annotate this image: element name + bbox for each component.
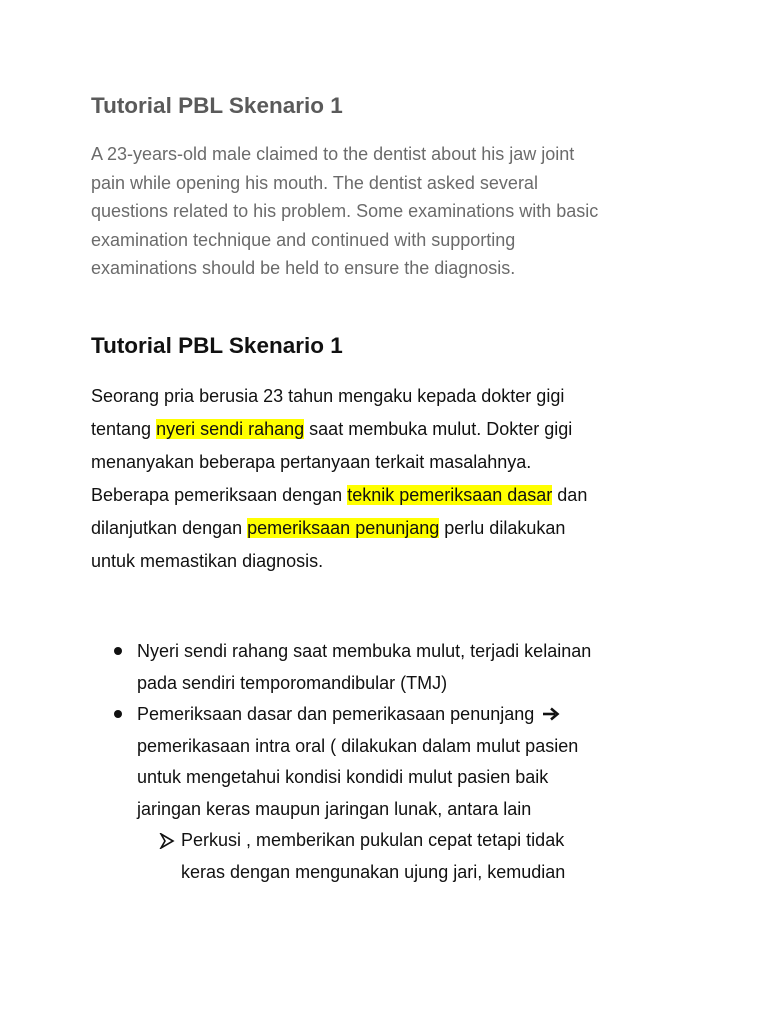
paragraph-line: examinations should be held to ensure the diagnosis. [91,258,516,278]
list-item-line: pada sendiri temporomandibular (TMJ) [137,672,448,693]
paragraph-line: pain while opening his mouth. The dentist asked several [91,172,538,193]
list-item-line: pemerikasaan intra oral ( dilakukan dalam mulut pasien [137,735,579,756]
chevron-arrow-bullet-icon [159,833,175,849]
paragraph-line: examination technique and continued with supporting [91,229,516,250]
indonesian-section-title: Tutorial PBL Skenario 1 [91,333,343,358]
text-run: saat membuka mulut. Dokter gigi [304,419,573,439]
list-item-line [137,699,711,731]
highlighted-phrase: teknik pemeriksaan dasar [347,485,553,505]
paragraph-line: A 23-years-old male claimed to the dentist about his jaw joint [91,144,575,164]
english-section-title: Tutorial PBL Skenario 1 [91,93,343,118]
paragraph-line: menanyakan beberapa pertanyaan terkait masalahnya. [91,452,532,472]
highlighted-phrase: nyeri sendi rahang [156,419,305,439]
sub-list-item [91,825,711,888]
paragraph-line: questions related to his problem. Some examinations with basic [91,201,599,221]
text-run: tentang [91,419,157,439]
text-run: dan [552,485,588,505]
list-item-line: untuk mengetahui kondisi kondidi mulut pasien baik [137,767,549,787]
text-run: Beberapa pemeriksaan dengan [91,485,348,505]
round-bullet-icon [114,647,122,655]
english-scenario-paragraph [91,140,691,283]
text-run: Pemeriksaan dasar dan pemerikasaan penunjang [137,704,535,724]
paragraph-line: untuk memastikan diagnosis. [91,551,324,571]
list-item [91,699,711,825]
paragraph-line [91,479,711,512]
round-bullet-icon [114,710,122,718]
indonesian-scenario-paragraph [91,380,711,578]
paragraph-line [91,512,711,545]
bullet-list [91,636,711,888]
text-run: dilanjutkan dengan [91,518,248,538]
text-run: perlu dilakukan [439,518,566,538]
list-item [91,636,711,699]
paragraph-line: Seorang pria berusia 23 tahun mengaku kepada dokter gigi [91,386,565,406]
highlighted-phrase: pemeriksaan penunjang [247,518,440,538]
list-item-line: Perkusi , memberikan pukulan cepat tetapi tidak [181,830,565,850]
right-arrow-icon [542,707,560,721]
list-item-line: Nyeri sendi rahang saat membuka mulut, terjadi kelainan [137,641,592,661]
list-item-line: keras dengan mengunakan ujung jari, kemudian [181,861,566,882]
list-item-line: jaringan keras maupun jaringan lunak, antara lain [137,798,532,819]
paragraph-line [91,413,711,446]
